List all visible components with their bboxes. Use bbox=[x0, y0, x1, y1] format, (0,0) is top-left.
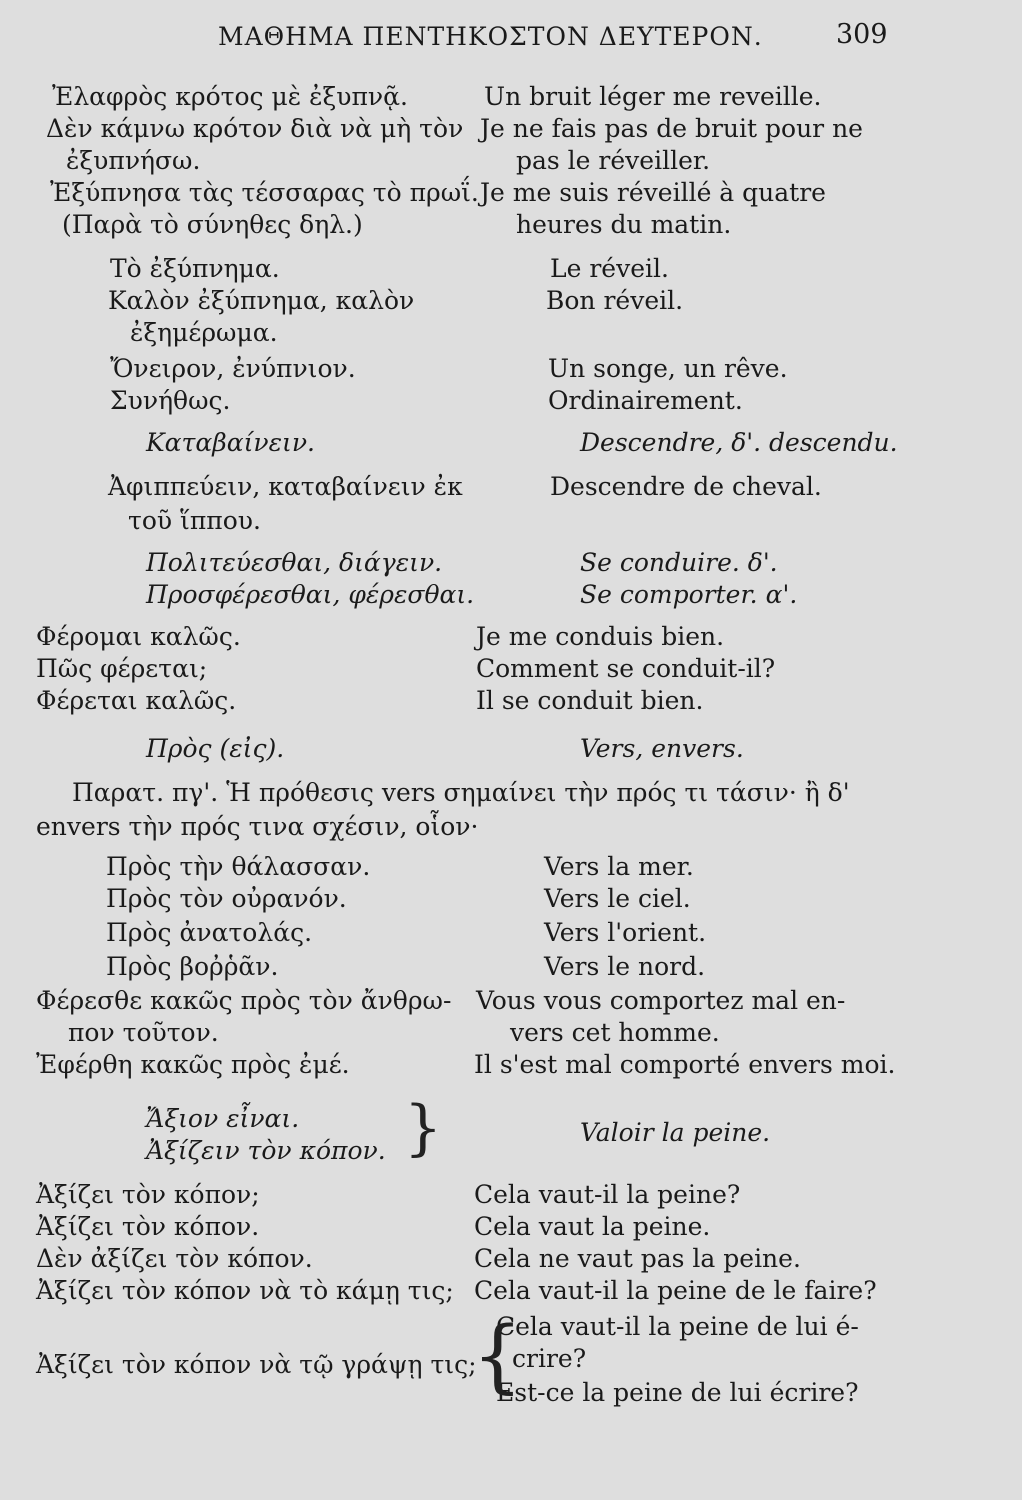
text-line: crire? bbox=[512, 1344, 587, 1373]
text-line: Ἄξιον εἶναι. bbox=[146, 1104, 300, 1133]
text-line: Valoir la peine. bbox=[580, 1118, 771, 1147]
text-line: Συνήθως. bbox=[110, 386, 231, 415]
text-line: Descendre de cheval. bbox=[550, 472, 822, 501]
text-line: Bon réveil. bbox=[546, 286, 684, 315]
text-line: ἐξημέρωμα. bbox=[130, 318, 278, 347]
text-line: Ἀξίζει τὸν κόπον; bbox=[36, 1180, 260, 1209]
text-line: Πρὸς τὸν οὐρανόν. bbox=[106, 884, 347, 913]
text-line: pas le réveiller. bbox=[516, 146, 711, 175]
text-line: Φέρομαι καλῶς. bbox=[36, 622, 241, 651]
text-line: heures du matin. bbox=[516, 210, 732, 239]
text-line: Comment se conduit-il? bbox=[476, 654, 776, 683]
text-line: Cela vaut-il la peine de lui é- bbox=[496, 1312, 859, 1341]
left-brace: { bbox=[472, 1309, 523, 1402]
text-line: ἐξυπνήσω. bbox=[66, 146, 201, 175]
text-line: Vous vous comportez mal en- bbox=[476, 986, 846, 1015]
text-line: Ἐλαφρὸς κρότος μὲ ἐξυπνᾷ. bbox=[52, 82, 408, 111]
text-line: Est-ce la peine de lui écrire? bbox=[496, 1378, 859, 1407]
right-brace: } bbox=[404, 1093, 443, 1163]
text-line: Πρὸς ἀνατολάς. bbox=[106, 918, 313, 947]
text-line: Ἀξίζει τὸν κόπον νὰ τῷ γράψῃ τις; bbox=[36, 1350, 477, 1379]
text-line: Φέρεσθε κακῶς πρὸς τὸν ἄνθρω- bbox=[36, 986, 452, 1015]
text-line: Ordinairement. bbox=[548, 386, 743, 415]
text-line: Je me conduis bien. bbox=[476, 622, 725, 651]
text-line: Vers l'orient. bbox=[544, 918, 707, 947]
text-line: Πολιτεύεσθαι, διάγειν. bbox=[146, 548, 443, 577]
text-line: Ἐξύπνησα τὰς τέσσαρας τὸ πρωΐ. bbox=[50, 178, 479, 207]
text-line: Il s'est mal comporté envers moi. bbox=[474, 1050, 896, 1079]
text-line: Καλὸν ἐξύπνημα, καλὸν bbox=[108, 286, 415, 315]
text-line: Un bruit léger me reveille. bbox=[484, 82, 822, 111]
text-line: Δὲν ἀξίζει τὸν κόπον. bbox=[36, 1244, 313, 1273]
text-line: Descendre, δ'. descendu. bbox=[580, 428, 898, 457]
text-line: Τὸ ἐξύπνημα. bbox=[110, 254, 280, 283]
text-line: Cela vaut-il la peine? bbox=[474, 1180, 741, 1209]
text-line: Πρὸς βοῤῥᾶν. bbox=[106, 952, 279, 981]
text-line: Προσφέρεσθαι, φέρεσθαι. bbox=[146, 580, 475, 609]
text-line: Vers la mer. bbox=[544, 852, 694, 881]
text-line: Cela vaut la peine. bbox=[474, 1212, 711, 1241]
text-line: Πρὸς τὴν θάλασσαν. bbox=[106, 852, 371, 881]
text-line: Ὄνειρον, ἐνύπνιον. bbox=[110, 354, 356, 383]
text-line: πον τοῦτον. bbox=[68, 1018, 219, 1047]
text-line: vers cet homme. bbox=[510, 1018, 720, 1047]
text-line: Cela ne vaut pas la peine. bbox=[474, 1244, 801, 1273]
text-line: Le réveil. bbox=[550, 254, 669, 283]
text-line: Vers le nord. bbox=[544, 952, 706, 981]
text-line: Vers le ciel. bbox=[544, 884, 691, 913]
text-line: Je ne fais pas de bruit pour ne bbox=[480, 114, 863, 143]
text-line: Φέρεται καλῶς. bbox=[36, 686, 237, 715]
text-line: Se conduire. δ'. bbox=[580, 548, 778, 577]
text-line: Πρὸς (εἰς). bbox=[146, 734, 285, 763]
text-line: Cela vaut-il la peine de le faire? bbox=[474, 1276, 877, 1305]
text-line: Παρατ. πγ'. Ἡ πρόθεσις vers σημαίνει τὴν πρός τι τάσιν· ἢ δ' bbox=[72, 778, 850, 807]
running-head: ΜΑΘΗΜΑ ΠΕΝΤΗΚΟΣΤΟΝ ΔΕΥΤΕΡΟΝ. bbox=[218, 22, 763, 51]
text-line: (Παρὰ τὸ σύνηθες δηλ.) bbox=[62, 210, 363, 239]
text-line: Se comporter. α'. bbox=[580, 580, 798, 609]
text-line: τοῦ ἵππου. bbox=[128, 506, 261, 535]
text-line: Ἀξίζειν τὸν κόπον. bbox=[146, 1136, 386, 1165]
text-line: Ἐφέρθη κακῶς πρὸς ἐμέ. bbox=[36, 1050, 350, 1079]
text-line: envers τὴν πρός τινα σχέσιν, οἷον· bbox=[36, 812, 479, 841]
text-line: Vers, envers. bbox=[580, 734, 744, 763]
text-line: Καταβαίνειν. bbox=[146, 428, 315, 457]
page-number: 309 bbox=[836, 19, 888, 50]
text-line: Je me suis réveillé à quatre bbox=[480, 178, 826, 207]
text-line: Ἀξίζει τὸν κόπον νὰ τὸ κάμῃ τις; bbox=[36, 1276, 454, 1305]
text-line: Un songe, un rêve. bbox=[548, 354, 788, 383]
text-line: Ἀξίζει τὸν κόπον. bbox=[36, 1212, 260, 1241]
text-line: Ἀφιππεύειν, καταβαίνειν ἐκ bbox=[108, 472, 463, 501]
text-line: Il se conduit bien. bbox=[476, 686, 704, 715]
text-line: Δὲν κάμνω κρότον διὰ νὰ μὴ τὸν bbox=[46, 114, 464, 143]
text-line: Πῶς φέρεται; bbox=[36, 654, 208, 683]
